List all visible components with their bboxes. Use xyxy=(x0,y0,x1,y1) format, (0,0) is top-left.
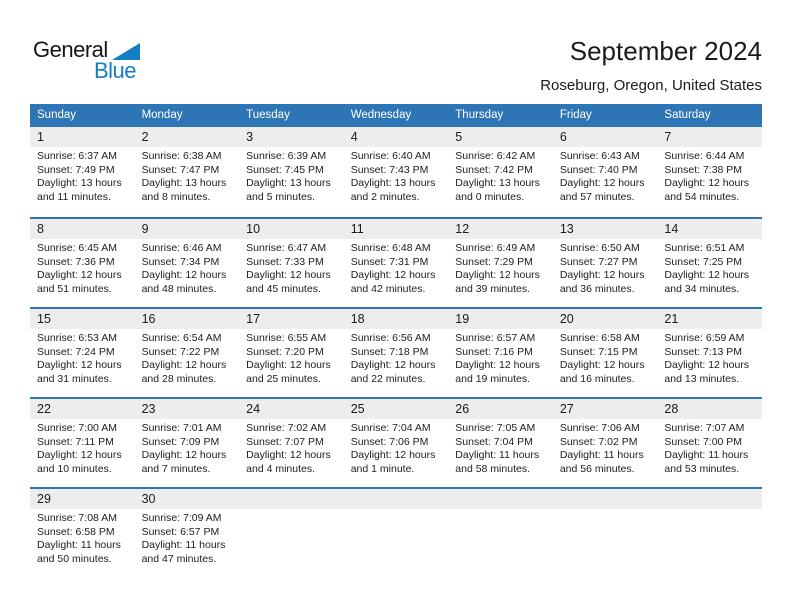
detail-line: Daylight: 12 hours xyxy=(664,177,750,189)
empty-day-details xyxy=(657,512,762,566)
day-number-band xyxy=(30,399,762,419)
detail-line: Sunset: 7:43 PM xyxy=(350,163,429,176)
detail-line: Daylight: 12 hours xyxy=(246,359,331,371)
day-details xyxy=(553,422,658,476)
detail-line: Sunrise: 6:53 AM xyxy=(37,332,117,344)
detail-line: Sunrise: 7:04 AM xyxy=(350,422,431,434)
day-details xyxy=(30,150,135,204)
detail-line: Daylight: 12 hours xyxy=(350,359,436,371)
day-details xyxy=(448,150,553,204)
detail-line: Sunset: 7:11 PM xyxy=(37,435,114,448)
detail-line: and 54 minutes. xyxy=(664,190,740,203)
week-row xyxy=(30,487,762,577)
detail-line: and 8 minutes. xyxy=(141,190,211,203)
detail-line: and 1 minute. xyxy=(350,462,415,475)
detail-line: Daylight: 13 hours xyxy=(246,177,331,189)
detail-line: Sunset: 7:45 PM xyxy=(246,163,324,176)
logo-text-blue: Blue xyxy=(94,58,137,83)
detail-line: Daylight: 11 hours xyxy=(664,449,749,461)
week-row xyxy=(30,397,762,487)
day-number: 4 xyxy=(350,130,358,144)
detail-line: and 7 minutes. xyxy=(141,462,211,475)
day-number-band xyxy=(30,489,762,509)
detail-line: Sunset: 7:29 PM xyxy=(455,255,533,268)
detail-line: Sunrise: 6:47 AM xyxy=(246,242,327,254)
detail-line: Sunrise: 6:37 AM xyxy=(37,150,117,162)
detail-line: Daylight: 12 hours xyxy=(350,269,436,281)
generalblue-logo xyxy=(33,38,148,84)
detail-line: Sunset: 7:27 PM xyxy=(559,255,638,268)
day-of-week-label-monday: Monday xyxy=(141,109,183,121)
day-details xyxy=(239,422,344,476)
detail-line: Sunrise: 6:56 AM xyxy=(350,332,431,344)
day-number: 27 xyxy=(559,402,574,416)
detail-line: Sunrise: 6:40 AM xyxy=(350,150,431,162)
day-details xyxy=(239,332,344,386)
detail-line: Daylight: 12 hours xyxy=(246,269,331,281)
day-number: 1 xyxy=(37,130,44,144)
empty-day-details xyxy=(553,512,658,566)
day-of-week-label-thursday: Thursday xyxy=(455,109,504,121)
detail-line: Sunrise: 6:51 AM xyxy=(664,242,745,254)
detail-line: Sunrise: 6:43 AM xyxy=(559,150,640,162)
detail-line: Sunset: 7:06 PM xyxy=(350,435,429,448)
detail-line: Daylight: 12 hours xyxy=(141,449,227,461)
detail-line: Daylight: 11 hours xyxy=(141,539,226,551)
detail-line: Sunrise: 6:38 AM xyxy=(141,150,222,162)
day-details-band xyxy=(30,329,762,386)
day-of-week-label-sunday: Sunday xyxy=(37,109,77,121)
detail-line: and 56 minutes. xyxy=(559,462,635,475)
day-number: 2 xyxy=(141,130,149,144)
detail-line: Daylight: 12 hours xyxy=(37,449,122,461)
day-details xyxy=(448,422,553,476)
empty-day-details xyxy=(239,512,344,566)
detail-line: Sunrise: 6:44 AM xyxy=(664,150,745,162)
day-number: 8 xyxy=(37,222,44,236)
detail-line: Daylight: 12 hours xyxy=(141,269,227,281)
detail-line: Sunset: 7:25 PM xyxy=(664,255,743,268)
week-row xyxy=(30,217,762,307)
detail-line: and 45 minutes. xyxy=(246,282,321,295)
detail-line: Sunset: 7:22 PM xyxy=(141,345,220,358)
detail-line: Sunrise: 6:42 AM xyxy=(455,150,536,162)
day-details-band xyxy=(30,419,762,476)
detail-line: Daylight: 12 hours xyxy=(559,269,645,281)
detail-line: Sunset: 7:34 PM xyxy=(141,255,220,268)
day-details xyxy=(344,150,449,204)
day-details xyxy=(344,422,449,476)
week-row xyxy=(30,127,762,217)
detail-line: Daylight: 12 hours xyxy=(350,449,436,461)
location-subtitle: Roseburg, Oregon, United States xyxy=(540,77,762,94)
detail-line: Sunrise: 7:09 AM xyxy=(141,512,222,524)
detail-line: Sunrise: 7:08 AM xyxy=(37,512,117,524)
detail-line: Sunrise: 7:00 AM xyxy=(37,422,117,434)
empty-day-cell xyxy=(344,489,449,509)
day-number: 19 xyxy=(455,312,470,326)
day-number: 17 xyxy=(246,312,261,326)
day-details xyxy=(239,150,344,204)
day-number: 26 xyxy=(455,402,470,416)
page-title: September 2024 xyxy=(569,36,762,66)
week-row xyxy=(30,307,762,397)
detail-line: Sunset: 7:07 PM xyxy=(246,435,324,448)
day-number: 21 xyxy=(664,312,679,326)
calendar-grid xyxy=(30,104,762,577)
detail-line: and 47 minutes. xyxy=(141,552,217,565)
day-number: 12 xyxy=(455,222,470,236)
detail-line: Sunrise: 6:50 AM xyxy=(559,242,640,254)
day-number: 9 xyxy=(141,222,149,236)
detail-line: Sunset: 7:16 PM xyxy=(455,345,533,358)
day-number: 6 xyxy=(559,130,567,144)
detail-line: and 53 minutes. xyxy=(664,462,740,475)
day-details xyxy=(657,242,762,296)
day-details xyxy=(553,332,658,386)
day-details xyxy=(344,242,449,296)
detail-line: Sunset: 7:00 PM xyxy=(664,435,743,448)
detail-line: Sunset: 7:24 PM xyxy=(37,345,115,358)
day-number: 5 xyxy=(455,130,463,144)
detail-line: and 19 minutes. xyxy=(455,372,530,385)
detail-line: Sunrise: 6:45 AM xyxy=(37,242,117,254)
detail-line: Sunset: 7:40 PM xyxy=(559,163,638,176)
detail-line: and 0 minutes. xyxy=(455,190,525,203)
detail-line: Sunrise: 6:54 AM xyxy=(141,332,222,344)
detail-line: and 57 minutes. xyxy=(559,190,635,203)
detail-line: Daylight: 12 hours xyxy=(141,359,227,371)
detail-line: and 13 minutes. xyxy=(664,372,740,385)
detail-line: Sunset: 6:57 PM xyxy=(141,525,220,538)
detail-line: Daylight: 12 hours xyxy=(455,269,540,281)
day-number-band xyxy=(30,127,762,147)
day-of-week-label-saturday: Saturday xyxy=(664,109,711,121)
detail-line: and 39 minutes. xyxy=(455,282,530,295)
detail-line: and 2 minutes. xyxy=(350,190,420,203)
detail-line: Daylight: 12 hours xyxy=(559,177,645,189)
detail-line: and 5 minutes. xyxy=(246,190,316,203)
day-details xyxy=(657,422,762,476)
detail-line: Daylight: 12 hours xyxy=(664,359,750,371)
detail-line: Daylight: 11 hours xyxy=(455,449,540,461)
detail-line: and 28 minutes. xyxy=(141,372,217,385)
detail-line: Sunrise: 6:59 AM xyxy=(664,332,745,344)
detail-line: Sunrise: 6:49 AM xyxy=(455,242,536,254)
detail-line: and 10 minutes. xyxy=(37,462,112,475)
day-number: 29 xyxy=(37,492,51,506)
empty-day-details xyxy=(344,512,449,566)
day-of-week-label-tuesday: Tuesday xyxy=(246,109,290,121)
detail-line: Sunset: 7:18 PM xyxy=(350,345,429,358)
detail-line: Daylight: 13 hours xyxy=(37,177,122,189)
detail-line: Sunset: 7:02 PM xyxy=(559,435,638,448)
day-details xyxy=(30,242,135,296)
day-details xyxy=(553,150,658,204)
detail-line: Sunrise: 6:39 AM xyxy=(246,150,327,162)
detail-line: Daylight: 13 hours xyxy=(141,177,227,189)
day-details-band xyxy=(30,239,762,296)
detail-line: and 50 minutes. xyxy=(37,552,112,565)
day-number: 11 xyxy=(350,222,364,236)
detail-line: Sunset: 7:47 PM xyxy=(141,163,220,176)
detail-line: Sunset: 7:31 PM xyxy=(350,255,429,268)
detail-line: and 58 minutes. xyxy=(455,462,530,475)
detail-line: Daylight: 12 hours xyxy=(37,269,122,281)
day-of-week-header-row xyxy=(30,104,762,127)
detail-line: Sunset: 7:13 PM xyxy=(664,345,743,358)
detail-line: Daylight: 12 hours xyxy=(455,359,540,371)
day-details xyxy=(448,242,553,296)
empty-day-cell xyxy=(239,489,344,509)
detail-line: and 48 minutes. xyxy=(141,282,217,295)
day-number-band xyxy=(30,219,762,239)
day-details xyxy=(553,242,658,296)
detail-line: Daylight: 11 hours xyxy=(37,539,121,551)
detail-line: and 36 minutes. xyxy=(559,282,635,295)
empty-day-cell xyxy=(657,489,762,509)
day-of-week-label-wednesday: Wednesday xyxy=(350,109,412,121)
detail-line: Daylight: 12 hours xyxy=(664,269,750,281)
detail-line: and 22 minutes. xyxy=(350,372,426,385)
day-number: 14 xyxy=(664,222,679,236)
logo-text-general: General xyxy=(33,37,108,62)
detail-line: Sunset: 7:42 PM xyxy=(455,163,533,176)
detail-line: and 16 minutes. xyxy=(559,372,635,385)
day-details xyxy=(135,242,240,296)
empty-day-cell xyxy=(448,489,553,509)
detail-line: Daylight: 12 hours xyxy=(559,359,645,371)
day-number: 7 xyxy=(664,130,672,144)
detail-line: and 31 minutes. xyxy=(37,372,112,385)
empty-day-cell xyxy=(553,489,658,509)
day-number: 10 xyxy=(246,222,261,236)
detail-line: Sunset: 7:38 PM xyxy=(664,163,743,176)
detail-line: and 42 minutes. xyxy=(350,282,426,295)
detail-line: Sunset: 7:33 PM xyxy=(246,255,324,268)
detail-line: Sunset: 7:36 PM xyxy=(37,255,115,268)
day-number: 30 xyxy=(141,492,156,506)
detail-line: Sunrise: 6:55 AM xyxy=(246,332,327,344)
empty-day-details xyxy=(448,512,553,566)
day-details xyxy=(239,242,344,296)
day-details xyxy=(135,422,240,476)
detail-line: Sunset: 7:09 PM xyxy=(141,435,220,448)
day-details xyxy=(135,512,240,566)
day-details xyxy=(135,150,240,204)
detail-line: Sunrise: 6:57 AM xyxy=(455,332,536,344)
detail-line: Sunrise: 7:02 AM xyxy=(246,422,327,434)
day-number: 15 xyxy=(37,312,51,326)
day-number: 18 xyxy=(350,312,365,326)
detail-line: Sunrise: 7:06 AM xyxy=(559,422,640,434)
day-details xyxy=(344,332,449,386)
day-number-band xyxy=(30,309,762,329)
detail-line: Sunrise: 7:07 AM xyxy=(664,422,745,434)
day-number: 24 xyxy=(246,402,261,416)
day-details xyxy=(448,332,553,386)
day-details-band xyxy=(30,509,762,566)
detail-line: Sunrise: 7:01 AM xyxy=(141,422,222,434)
detail-line: Sunrise: 6:58 AM xyxy=(559,332,640,344)
day-number: 25 xyxy=(350,402,365,416)
detail-line: Sunset: 7:49 PM xyxy=(37,163,115,176)
detail-line: Sunrise: 6:48 AM xyxy=(350,242,431,254)
detail-line: and 51 minutes. xyxy=(37,282,112,295)
detail-line: Sunrise: 6:46 AM xyxy=(141,242,222,254)
detail-line: Sunset: 7:15 PM xyxy=(559,345,638,358)
detail-line: and 25 minutes. xyxy=(246,372,321,385)
day-details xyxy=(657,332,762,386)
detail-line: Daylight: 13 hours xyxy=(350,177,436,189)
detail-line: Sunset: 6:58 PM xyxy=(37,525,115,538)
day-number: 22 xyxy=(37,402,51,416)
detail-line: Sunset: 7:20 PM xyxy=(246,345,324,358)
day-details xyxy=(30,512,135,566)
detail-line: Sunset: 7:04 PM xyxy=(455,435,533,448)
detail-line: and 11 minutes. xyxy=(37,190,111,203)
day-details xyxy=(30,422,135,476)
detail-line: and 34 minutes. xyxy=(664,282,740,295)
day-details xyxy=(657,150,762,204)
detail-line: and 4 minutes. xyxy=(246,462,316,475)
day-number: 20 xyxy=(559,312,574,326)
day-number: 3 xyxy=(246,130,254,144)
day-number: 23 xyxy=(141,402,156,416)
day-details xyxy=(30,332,135,386)
day-number: 16 xyxy=(141,312,156,326)
day-of-week-label-friday: Friday xyxy=(559,109,592,121)
detail-line: Daylight: 12 hours xyxy=(246,449,331,461)
detail-line: Daylight: 13 hours xyxy=(455,177,540,189)
day-number: 13 xyxy=(559,222,574,236)
day-details xyxy=(135,332,240,386)
detail-line: Sunrise: 7:05 AM xyxy=(455,422,536,434)
day-number: 28 xyxy=(664,402,679,416)
detail-line: Daylight: 11 hours xyxy=(559,449,644,461)
detail-line: Daylight: 12 hours xyxy=(37,359,122,371)
day-details-band xyxy=(30,147,762,204)
